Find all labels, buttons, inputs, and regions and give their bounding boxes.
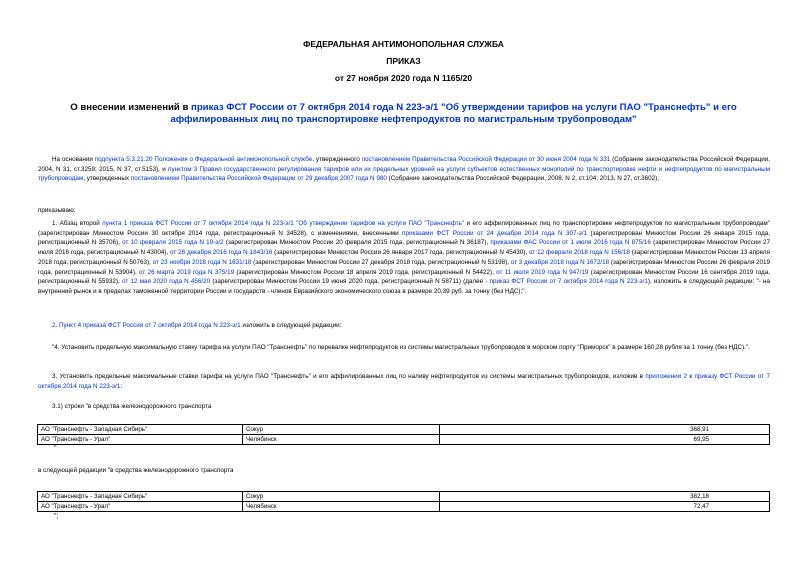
title-text: О внесении изменений в bbox=[70, 102, 192, 113]
link-item1[interactable]: приказами ФАС России от 1 июля 2016 года N 875/16 bbox=[490, 239, 651, 247]
text: (Собрание законодательства Российской Федерации, 2008, N 2, ст.104; 2013, N 27, ст.3602), bbox=[386, 175, 659, 183]
link-item1[interactable]: от 12 февраля 2018 года N 156/18 bbox=[528, 249, 630, 257]
text: На основании bbox=[52, 156, 95, 163]
item-3-1: 3.1) строки "в средства железнодорожного транспорта bbox=[52, 403, 212, 410]
link-item1[interactable]: от 26 марта 2019 года N 375/19 bbox=[139, 268, 235, 276]
company-cell: АО "Транснефть - Западная Сибирь" bbox=[38, 492, 243, 502]
text: , утвержденного bbox=[312, 156, 362, 163]
company-cell: АО "Транснефть - Урал" bbox=[38, 435, 243, 445]
text: (зарегистрирован Минюстом России 16 сентября 2019 года, регистрационный N 55932), bbox=[38, 268, 770, 286]
value-cell: 72,47 bbox=[440, 502, 770, 512]
new-edition-label: в следующей редакции "в средства железнодорожного транспорта bbox=[38, 467, 234, 474]
link-resolution-331[interactable]: постановлением Правительства Российской Федерации от 30 июня 2004 года N 331 bbox=[361, 156, 611, 163]
value-cell: 69,95 bbox=[440, 435, 770, 445]
table-row bbox=[38, 502, 770, 512]
text: (зарегистрирован Минюстом России 26 февраля 2019 года, регистрационный N 53904), bbox=[38, 258, 770, 276]
text: (зарегистрирован Минюстом России 13 апреля 2018 года, регистрационный N 50763), bbox=[38, 249, 770, 266]
text: (Собрание законодательства Российской Федерации, 2004, N 31, ст.3259; 2015, N 37, ст.5153), и bbox=[38, 156, 770, 173]
table-row bbox=[38, 492, 770, 502]
station-cell: Челябинск bbox=[243, 502, 440, 512]
text: 1. Абзац второй bbox=[52, 220, 103, 227]
agency-name: ФЕДЕРАЛЬНАЯ АНТИМОНОПОЛЬНАЯ СЛУЖБА bbox=[303, 39, 504, 49]
text: (зарегистрирован Минюстом России 18 апреля 2019 года, регистрационный N 54422), bbox=[234, 268, 497, 276]
link-item1[interactable]: приказ ФСТ России от 7 октября 2014 года N 223-э/1 bbox=[489, 278, 648, 286]
item-2-quote: "4. Установить предельную максимальную ставку тарифа на услуги ПАО "Транснефть" по перевалке нефтепродуктов из системы магистральных трубопроводов в морском порту "Приморск" в размере 160,28 рубля за 1 тонну (без НДС).". bbox=[52, 344, 750, 351]
new-tariff-table bbox=[37, 491, 770, 512]
text: (зарегистрирован Минюстом России 26 января 2015 года, регистрационный N 35706), bbox=[38, 229, 770, 247]
text: : bbox=[120, 382, 123, 390]
text: , утвержденных bbox=[83, 175, 131, 183]
text: изложить в следующей редакции: bbox=[240, 322, 342, 329]
link-item1[interactable]: от 23 ноября 2018 года N 1631/18 bbox=[152, 258, 252, 266]
link-item1[interactable]: от 10 февраля 2015 года N 19-э/2 bbox=[122, 239, 224, 247]
table-row bbox=[38, 425, 770, 435]
item-2 bbox=[38, 321, 770, 331]
text: (зарегистрирован Минюстом России 27 декабря 2018 года, регистрационный N 53198), bbox=[251, 258, 511, 266]
doc-date-number: от 27 ноября 2020 года N 1165/20 bbox=[334, 73, 473, 83]
document-title bbox=[30, 102, 777, 126]
link-resolution-980[interactable]: постановлением Правительства Российской Федерации от 29 декабря 2007 года N 980 bbox=[130, 175, 387, 183]
closing-quote: " bbox=[54, 445, 57, 452]
link-item1[interactable]: пункта 1 приказа ФСТ России от 7 октября 2014 года N 223-э/1 "Об утверждении тарифов на услуги ПАО "Транснефть" bbox=[102, 220, 465, 227]
station-cell: Челябинск bbox=[243, 435, 440, 445]
link-appendix-2[interactable]: приложении 2 bbox=[645, 373, 688, 380]
text: и его аффилированных лиц по транспортировке нефтепродуктов по магистральным трубопроводам" (зарегистрирован Минюстом России 30 октября 2014 года, регистрационный N 34528), с изменениями, внесенными bbox=[38, 220, 770, 237]
link-item1[interactable]: от 3 декабря 2018 года N 1672/18 bbox=[510, 258, 610, 266]
doc-type: ПРИКАЗ bbox=[386, 56, 421, 66]
text: 3. Установить предельные максимальные ставки тарифа на услуги ПАО "Транснефть" и его аффилированных лиц по наливу нефтепродуктов из системы магистральных трубопроводов, изложив в bbox=[52, 373, 646, 380]
item-1 bbox=[38, 219, 770, 297]
title-link[interactable]: приказ ФСТ России от 7 октября 2014 года N 223-э/1 "Об утверждении тарифов на услуги ПАО "Транснефть" и его аффилированных лиц по транспортировке нефтепродуктов по магистральным трубопроводам" bbox=[170, 102, 737, 125]
link-item1[interactable]: от 26 декабря 2016 года N 1843/16 bbox=[170, 249, 273, 257]
text: (зарегистрирован Минюстом России 27 июля 2016 года, регистрационный N 43004), bbox=[38, 239, 770, 257]
text: (зарегистрирован Минюстом России 26 января 2017 года, регистрационный N 45430), bbox=[272, 249, 529, 257]
closing-quote: "; bbox=[54, 513, 59, 520]
link-order-223[interactable]: приказу ФСТ России от 7 октября 2014 года N 223-э/1 bbox=[38, 373, 770, 390]
text: ), изложить в следующей редакции: "- на внутренний рынок и в пределах таможенной территории России и государств - членов Евразийского экономического союза в размере 20,39 руб. за тонну (без НДС);". bbox=[38, 278, 770, 295]
link-item1[interactable]: от 12 мая 2020 года N 456/20 bbox=[121, 278, 211, 286]
link-regulation[interactable]: подпункта 5.3.21.20 Положения о Федеральной антимонопольной службе bbox=[94, 156, 313, 163]
text: (зарегистрирован Минюстом России 19 июня 2020 года, регистрационный N 58711) (далее - bbox=[210, 278, 490, 286]
company-cell: АО "Транснефть - Урал" bbox=[38, 502, 243, 512]
link-rules[interactable]: пунктом 3 Правил государственного регулирования тарифов или их предельных уровней на услуги субъектов естественных монополий по транспортировке нефти и нефтепродуктов по магистральным трубопроводам bbox=[38, 165, 770, 183]
old-tariff-table bbox=[37, 424, 770, 445]
basis-paragraph bbox=[38, 155, 770, 184]
station-cell: Сокур bbox=[243, 492, 440, 502]
value-cell: 382,18 bbox=[440, 492, 770, 502]
link-item1[interactable]: от 11 июля 2019 года N 947/19 bbox=[496, 268, 589, 276]
link-item1[interactable]: приказами ФСТ России от 24 декабря 2014 года N 307-э/1 bbox=[402, 229, 588, 237]
link-item2[interactable]: 2. Пункт 4 приказа ФСТ России от 7 октября 2014 года N 223-э/1 bbox=[52, 322, 241, 329]
order-word: приказываю: bbox=[38, 207, 76, 214]
company-cell: АО "Транснефть - Западная Сибирь" bbox=[38, 425, 243, 435]
text: к bbox=[687, 373, 695, 380]
table-row bbox=[38, 435, 770, 445]
text: (зарегистрирован Минюстом России 20 февраля 2015 года, регистрационный N 36187), bbox=[223, 239, 491, 247]
station-cell: Сокур bbox=[243, 425, 440, 435]
item-3 bbox=[38, 372, 770, 391]
value-cell: 368,91 bbox=[440, 425, 770, 435]
